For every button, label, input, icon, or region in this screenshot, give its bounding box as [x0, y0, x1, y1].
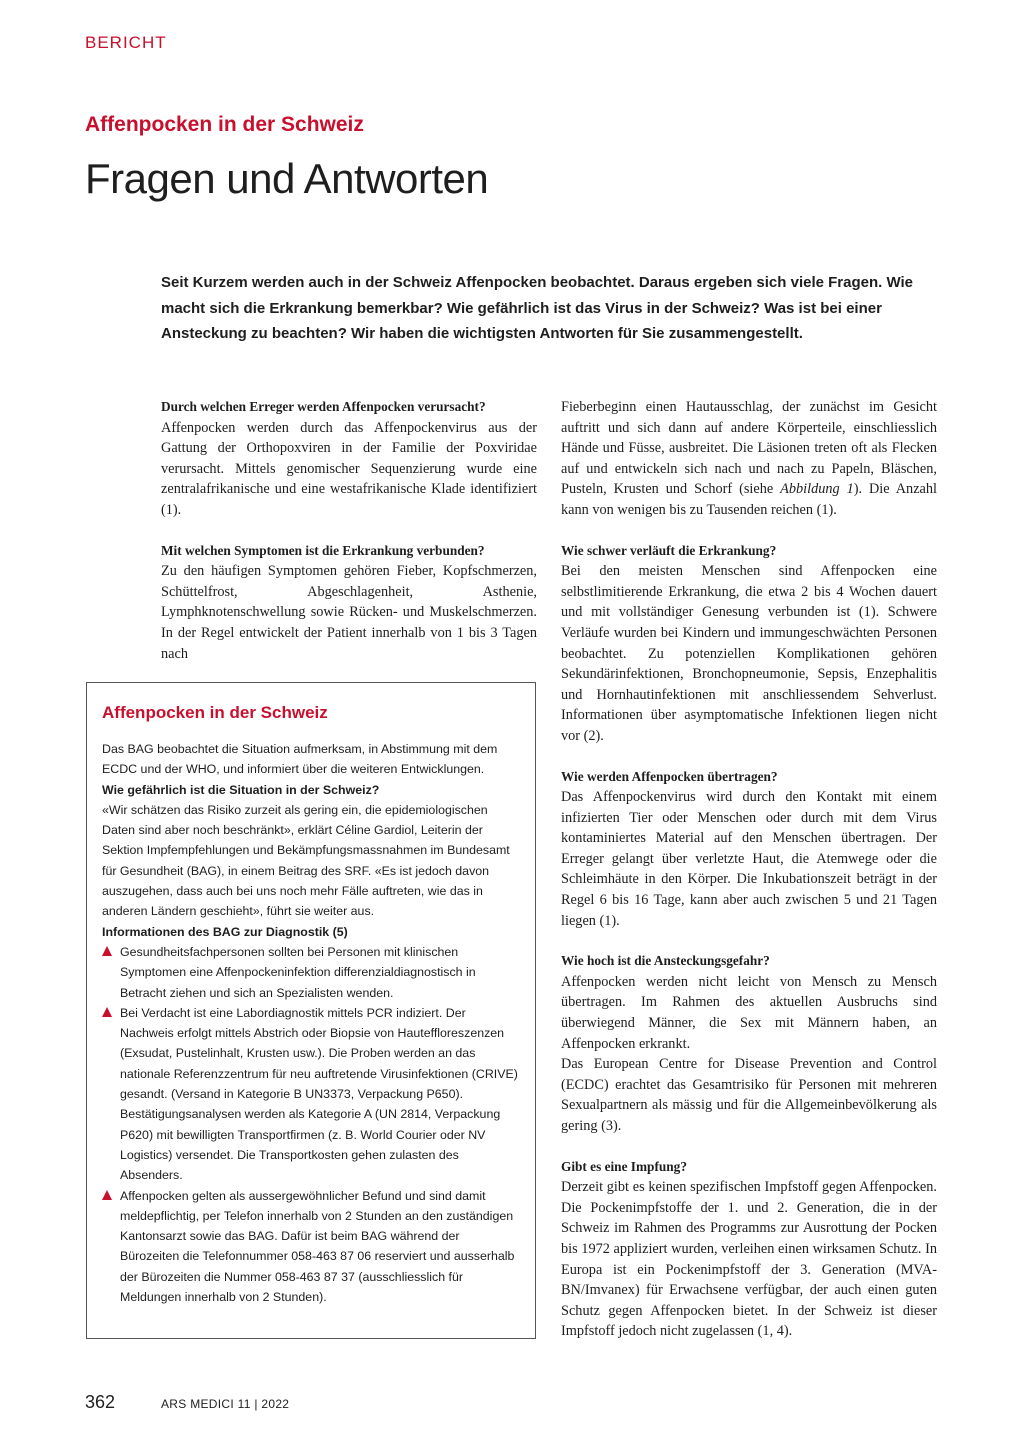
journal-name: ARS MEDICI 11 | 2022: [161, 1397, 290, 1411]
info-box: [86, 682, 536, 1339]
question-heading: Mit welchen Symptomen ist die Erkrankung verbunden?: [161, 542, 485, 558]
list-item: [102, 942, 522, 1003]
paragraph-text: ). Die Anzahl kann von wenigen bis zu Tausenden reichen (1).: [561, 481, 938, 518]
list-item: [102, 1186, 522, 1308]
question-heading: Wie werden Affenpocken übertragen?: [561, 768, 778, 784]
answer-paragraph: Bei den meisten Menschen sind Affenpocken eine selbstlimitierende Erkrankung, die etwa 2 bis 4 Wochen dauert und mit vollständiger Genesung verbunden ist (1). Schwere Verläufe wurden bei Kindern und immungeschwächten Personen beobachtet. Zu potenziellen Komplikationen gehören Sekundärinfektionen, Bronchopneumonie, Sepsis, Enzephalitis und Hornhautinfektionen mit anschliessendem Sehverlust. Informationen über asymptomatische Infektionen liegen nicht vor (2).: [561, 563, 937, 744]
answer-paragraph: Das European Centre for Disease Prevention and Control (ECDC) erachtet das Gesamtrisiko für Personen mit mehreren Sexualpartnern als mässig und für die Allgemeinbevölkerung als gering (3).: [561, 1056, 937, 1134]
list-item-text: Affenpocken gelten als aussergewöhnlicher Befund und sind damit meldepflichtig, per Telefon innerhalb von 2 Stunden an den zuständigen Kantonsarzt sowie das BAG. Dafür ist beim BAG während der Bürozeiten die Telefonnummer 058-463 87 06 reserviert und ausserhalb der Bürozeiten die Nummer 058-463 87 37 (ausschliesslich für Meldungen innerhalb von 2 Stunden).: [120, 1188, 515, 1305]
section-label: BERICHT: [85, 33, 167, 52]
info-box-body: [102, 739, 522, 1307]
figure-reference: Abbildung 1: [780, 481, 854, 498]
info-box-intro: Das BAG beobachtet die Situation aufmerksam, in Abstimmung mit dem ECDC und der WHO, und informiert über die weiteren Entwicklungen.: [102, 742, 498, 777]
answer-paragraph: Zu den häufigen Symptomen gehören Fieber, Kopfschmerzen, Schüttelfrost, Abgeschlagenheit, Asthenie, Lymphknotenschwellung sowie Rücken- und Muskelschmerzen. In der Regel entwickelt der Patient innerhalb von 1 bis 3 Tagen nach: [161, 563, 537, 662]
info-box-answer: «Wir schätzen das Risiko zurzeit als gering ein, die epidemiologischen Daten sind aber noch beschränkt», erklärt Céline Gardiol, Leiterin der Sektion Impfempfehlungen und Bekämpfungsmassnahmen im Bundesamt für Gesundheit (BAG), in einem Beitrag des SRF. «Es ist jedoch davon auszugehen, dass auch bei uns noch mehr Fälle auftreten, wie das in anderen Ländern geschieht», führt sie weiter aus.: [102, 802, 510, 919]
triangle-bullet-icon: [102, 1190, 112, 1200]
diagnostics-list: [102, 942, 522, 1307]
article-kicker: Affenpocken in der Schweiz: [85, 113, 364, 136]
continued-paragraph: [561, 397, 937, 521]
triangle-bullet-icon: [102, 1007, 112, 1017]
page-number: 362: [85, 1392, 116, 1412]
triangle-bullet-icon: [102, 946, 112, 956]
answer-paragraph: Das Affenpockenvirus wird durch den Kontakt mit einem infizierten Tier oder Menschen oder durch mit dem Virus kontaminiertes Material auf den Menschen übertragen. Der Erreger gelangt über verletzte Haut, die Atemwege oder die Schleimhäute in den Körper. Die Inkubationszeit beträgt in der Regel 6 bis 16 Tage, kann aber auch zwischen 5 und 21 Tagen liegen (1).: [561, 789, 937, 929]
list-item-text: Gesundheitsfachpersonen sollten bei Personen mit klinischen Symptomen eine Affenpockeninfektion differenzialdiagnostisch in Betracht ziehen und sich an Spezialisten wenden.: [120, 944, 476, 1000]
list-item-text: Bei Verdacht ist eine Labordiagnostik mittels PCR indiziert. Der Nachweis erfolgt mittels Abstrich oder Biopsie von Hauteffloreszenzen (Exsudat, Pustelinhalt, Krusten usw.). Die Proben werden an das nationale Referenzzentrum für neu auftretende Virusinfektionen (CRIVE) gesandt. (Versand in Kategorie B UN3373, Verpackung P650). Bestätigungsanalysen werden als Kategorie A (UN 2814, Verpackung P620) mit bewilligten Transportfirmen (z. B. World Courier oder NV Logistics) versendet. Die Transportkosten gehen zulasten des Absenders.: [120, 1005, 518, 1183]
info-box-question: Informationen des BAG zur Diagnostik (5): [102, 924, 348, 939]
text-column-left: [161, 397, 537, 664]
list-item: [102, 1003, 522, 1186]
question-heading: Wie schwer verläuft die Erkrankung?: [561, 542, 777, 558]
question-heading: Durch welchen Erreger werden Affenpocken verursacht?: [161, 399, 486, 414]
article-title: Fragen und Antworten: [85, 155, 489, 202]
answer-paragraph: Derzeit gibt es keinen spezifischen Impfstoff gegen Affenpocken. Die Pockenimpfstoffe der 1. und 2. Generation, die in der Schweiz im Rahmen des Programms zur Ausrottung der Pocken bis 1972 appliziert wurden, verleihen einen wirksamen Schutz. In Europa ist ein Pockenimpfstoff der 3. Generation (MVA-BN/Imvanex) für Erwachsene verfügbar, der auch einen guten Schutz gegen Affenpocken bietet. In der Schweiz ist dieser Impfstoff jedoch nicht zugelassen (1, 4).: [561, 1179, 937, 1340]
question-heading: Gibt es eine Impfung?: [561, 1158, 687, 1174]
paragraph-text: Fieberbeginn einen Hautausschlag, der zunächst im Gesicht auftritt und sich dann auf andere Körperteile, einschliesslich Hände und Füsse, ausbreitet. Die Läsionen treten oft als Flecken auf und entwickeln sich nach und nach zu Papeln, Bläschen, Pusteln, Krusten und Schorf (siehe: [561, 399, 937, 498]
answer-paragraph: Affenpocken werden durch das Affenpockenvirus aus der Gattung der Orthopoxviren in der Familie der Poxviridae verursacht. Mittels genomischer Sequenzierung wurde eine zentralafrikanische und eine westafrikanische Klade identifiziert (1).: [161, 419, 537, 518]
article-lead: Seit Kurzem werden auch in der Schweiz Affenpocken beobachtet. Daraus ergeben sich viele Fragen. Wie macht sich die Erkrankung bemerkbar? Wie gefährlich ist das Virus in der Schweiz? Was ist bei einer Ansteckung zu beachten? Wir haben die wichtigsten Antworten für Sie zusammengestellt.: [161, 274, 914, 342]
answer-paragraph: Affenpocken werden nicht leicht von Mensch zu Mensch übertragen. Im Rahmen des aktuellen Ausbruchs sind überwiegend Männer, die Sex mit Männern haben, an Affenpocken erkrankt.: [561, 973, 937, 1052]
info-box-title: Affenpocken in der Schweiz: [102, 703, 328, 722]
info-box-question: Wie gefährlich ist die Situation in der Schweiz?: [102, 782, 380, 797]
text-column-right: [561, 397, 937, 1342]
question-heading: Wie hoch ist die Ansteckungsgefahr?: [561, 953, 770, 969]
